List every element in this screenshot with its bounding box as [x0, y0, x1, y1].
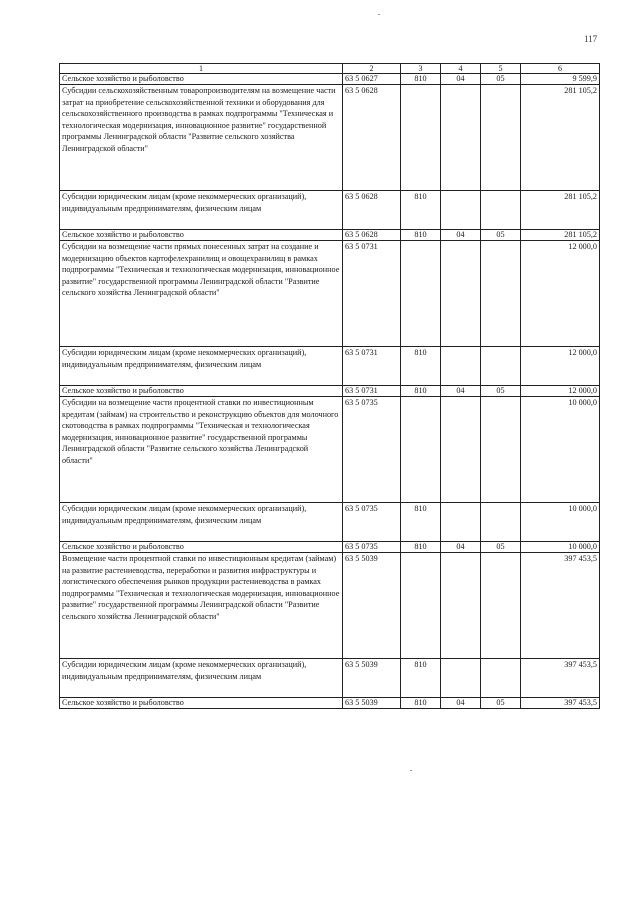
cell-code: 63 5 0628: [343, 230, 401, 241]
table-row: [60, 397, 600, 503]
cell-amount: 397 453,5: [521, 553, 600, 659]
cell-name: Субсидии сельскохозяйственным товаропроизводителям на возмещение части затрат на приобретение сельскохозяйственной техники и оборудования для сельскохозяйственного производства в рамках подпрограммы "Техническая и технологическая модернизация, инновационное развитие" государственной программы Ленинградской области "Развитие сельского хозяйства Ленинградской области": [60, 85, 343, 191]
cell-name: Субсидии на возмещение части прямых понесенных затрат на создание и модернизацию объектов картофелехранилищ и овощехранилищ в рамках подпрограммы "Техническая и технологическая модернизация, инновационное развитие" государственной программы Ленинградской области "Развитие сельского хозяйства Ленинградской области": [60, 241, 343, 347]
table-row: [60, 74, 600, 85]
col-header-1: 1: [60, 64, 343, 74]
cell-pr: 05: [481, 698, 521, 709]
cell-rz: 04: [441, 230, 481, 241]
cell-pr: [481, 553, 521, 659]
cell-amount: 281 105,2: [521, 191, 600, 230]
table-row: [60, 191, 600, 230]
cell-pr: 05: [481, 74, 521, 85]
cell-code: 63 5 5039: [343, 553, 401, 659]
page-number: 117: [584, 34, 598, 44]
cell-pr: 05: [481, 542, 521, 553]
cell-pr: [481, 241, 521, 347]
cell-pr: [481, 191, 521, 230]
cell-pr: [481, 85, 521, 191]
cell-vr: [401, 85, 441, 191]
cell-code: 63 5 0731: [343, 241, 401, 347]
cell-name: Субсидии юридическим лицам (кроме некоммерческих организаций), индивидуальным предпринимателям, физическим лицам: [60, 347, 343, 386]
cell-amount: 10 000,0: [521, 542, 600, 553]
scan-speck: [378, 14, 380, 15]
cell-pr: [481, 503, 521, 542]
table-row: [60, 241, 600, 347]
cell-name: Субсидии юридическим лицам (кроме некоммерческих организаций), индивидуальным предпринимателям, физическим лицам: [60, 191, 343, 230]
table-row: [60, 347, 600, 386]
table-row: [60, 386, 600, 397]
cell-code: 63 5 0628: [343, 85, 401, 191]
cell-name: Субсидии юридическим лицам (кроме некоммерческих организаций), индивидуальным предпринимателям, физическим лицам: [60, 503, 343, 542]
table-row: [60, 230, 600, 241]
col-header-4: 4: [441, 64, 481, 74]
cell-vr: [401, 241, 441, 347]
cell-name: Сельское хозяйство и рыболовство: [60, 74, 343, 85]
table-row: [60, 553, 600, 659]
cell-name: Сельское хозяйство и рыболовство: [60, 386, 343, 397]
table-row: [60, 85, 600, 191]
cell-amount: 10 000,0: [521, 503, 600, 542]
table-row: [60, 659, 600, 698]
cell-name: Субсидии юридическим лицам (кроме некоммерческих организаций), индивидуальным предпринимателям, физическим лицам: [60, 659, 343, 698]
table-body: [60, 74, 600, 709]
table-row: [60, 698, 600, 709]
cell-vr: 810: [401, 542, 441, 553]
col-header-5: 5: [481, 64, 521, 74]
cell-rz: 04: [441, 698, 481, 709]
header-row: [60, 64, 600, 74]
cell-amount: 12 000,0: [521, 386, 600, 397]
table-header: [60, 64, 600, 74]
budget-table: [59, 63, 600, 709]
cell-rz: [441, 397, 481, 503]
cell-vr: [401, 553, 441, 659]
cell-amount: 397 453,5: [521, 659, 600, 698]
cell-amount: 12 000,0: [521, 241, 600, 347]
cell-rz: [441, 85, 481, 191]
cell-rz: 04: [441, 74, 481, 85]
cell-rz: [441, 659, 481, 698]
cell-rz: [441, 553, 481, 659]
cell-amount: 9 599,9: [521, 74, 600, 85]
cell-code: 63 5 5039: [343, 698, 401, 709]
cell-vr: [401, 397, 441, 503]
cell-amount: 281 105,2: [521, 230, 600, 241]
cell-pr: [481, 347, 521, 386]
cell-amount: 397 453,5: [521, 698, 600, 709]
cell-vr: 810: [401, 230, 441, 241]
cell-code: 63 5 0735: [343, 503, 401, 542]
cell-rz: [441, 503, 481, 542]
cell-vr: 810: [401, 698, 441, 709]
cell-pr: [481, 397, 521, 503]
cell-name: Сельское хозяйство и рыболовство: [60, 698, 343, 709]
table-row: [60, 503, 600, 542]
cell-pr: 05: [481, 230, 521, 241]
cell-vr: 810: [401, 503, 441, 542]
cell-code: 63 5 0735: [343, 542, 401, 553]
cell-rz: [441, 241, 481, 347]
cell-code: 63 5 0731: [343, 347, 401, 386]
table-row: [60, 542, 600, 553]
cell-code: 63 5 0628: [343, 191, 401, 230]
cell-name: Сельское хозяйство и рыболовство: [60, 542, 343, 553]
scan-speck: [410, 770, 412, 771]
cell-vr: 810: [401, 347, 441, 386]
col-header-3: 3: [401, 64, 441, 74]
cell-name: Возмещение части процентной ставки по инвестиционным кредитам (займам) на развитие растениеводства, переработки и развития инфраструктуры и логистического обеспечения рынков продукции растениеводства в рамках подпрограммы "Техническая и технологическая модернизация, инновационное развитие" государственной программы Ленинградской области "Развитие сельского хозяйства Ленинградской области": [60, 553, 343, 659]
col-header-2: 2: [343, 64, 401, 74]
cell-amount: 10 000,0: [521, 397, 600, 503]
cell-pr: 05: [481, 386, 521, 397]
cell-rz: [441, 347, 481, 386]
cell-vr: 810: [401, 659, 441, 698]
cell-code: 63 5 0731: [343, 386, 401, 397]
cell-code: 63 5 0627: [343, 74, 401, 85]
cell-name: Субсидии на возмещение части процентной ставки по инвестиционным кредитам (займам) на строительство и реконструкцию объектов для молочного скотоводства в рамках подпрограммы "Техническая и технологическая модернизация, инновационное развитие" государственной программы Ленинградской области "Развитие сельского хозяйства Ленинградской области": [60, 397, 343, 503]
cell-amount: 281 105,2: [521, 85, 600, 191]
cell-rz: [441, 191, 481, 230]
cell-rz: 04: [441, 386, 481, 397]
cell-vr: 810: [401, 191, 441, 230]
cell-vr: 810: [401, 386, 441, 397]
cell-name: Сельское хозяйство и рыболовство: [60, 230, 343, 241]
cell-code: 63 5 0735: [343, 397, 401, 503]
cell-code: 63 5 5039: [343, 659, 401, 698]
cell-amount: 12 000,0: [521, 347, 600, 386]
cell-vr: 810: [401, 74, 441, 85]
col-header-6: 6: [521, 64, 600, 74]
cell-pr: [481, 659, 521, 698]
cell-rz: 04: [441, 542, 481, 553]
